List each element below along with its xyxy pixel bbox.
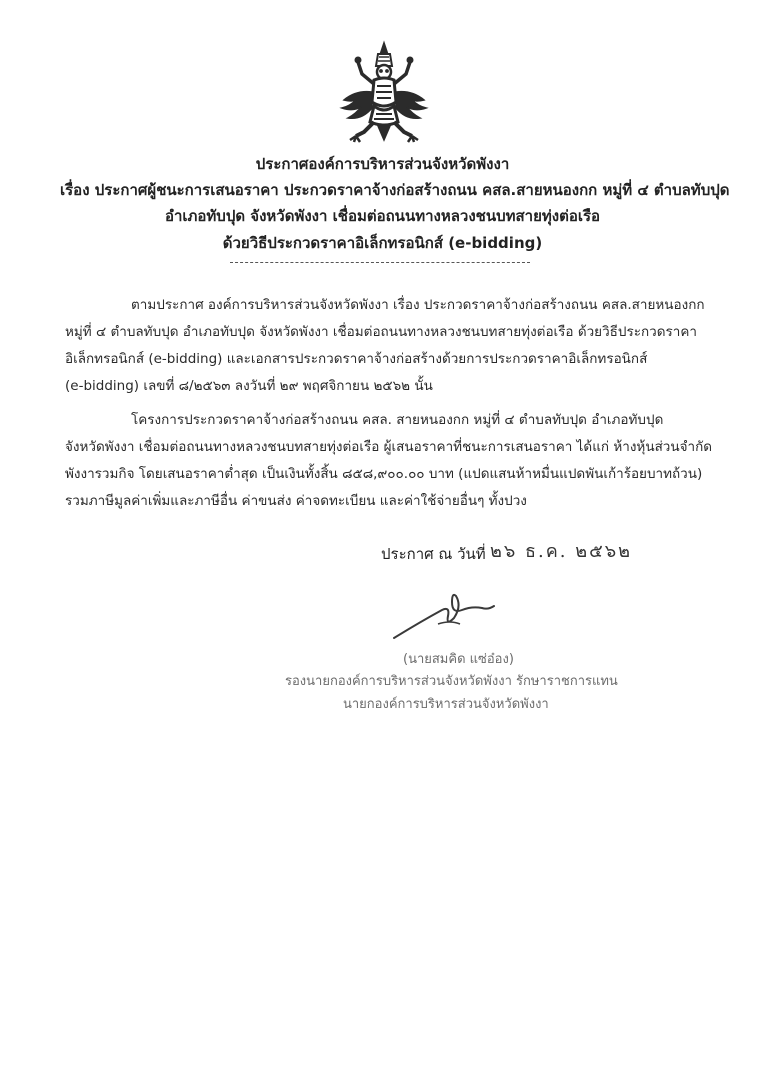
- garuda-emblem-icon: [334, 40, 434, 144]
- signature-icon: [390, 588, 500, 644]
- paragraph-1-line-4: (e-bidding) เลขที่ ๘/๒๕๖๓ ลงวันที่ ๒๙ พฤศจิกายน ๒๕๖๒ นั้น: [65, 378, 433, 394]
- signatory-position-2: นายกองค์การบริหารส่วนจังหวัดพังงา: [343, 697, 549, 712]
- paragraph-1-line-3: อิเล็กทรอนิกส์ (e-bidding) และเอกสารประกวดราคาจ้างก่อสร้างด้วยการประกวดราคาอิเล็กทรอนิกส์: [65, 351, 648, 367]
- subject-line-1: เรื่อง ประกาศผู้ชนะการเสนอราคา ประกวดราคาจ้างก่อสร้างถนน คสล.สายหนองกก หมู่ที่ ๔ ตำบลทับปุด: [60, 181, 730, 199]
- paragraph-1-line-1: ตามประกาศ องค์การบริหารส่วนจังหวัดพังงา เรื่อง ประกวดราคาจ้างก่อสร้างถนน คสล.สายหนองกก: [131, 297, 705, 313]
- paragraph-2-line-3: พังงารวมกิจ โดยเสนอราคาต่ำสุด เป็นเงินทั้งสิ้น ๘๕๘,๙๐๐.๐๐ บาท (แปดแสนห้าหมื่นแปดพันเก้าร้อยบาทถ้วน): [65, 466, 703, 482]
- paragraph-2-line-1: โครงการประกวดราคาจ้างก่อสร้างถนน คสล. สายหนองกก หมู่ที่ ๔ ตำบลทับปุด อำเภอทับปุด: [131, 412, 664, 428]
- dashed-divider: [230, 262, 530, 263]
- subject-line-3: ด้วยวิธีประกวดราคาอิเล็กทรอนิกส์ (e-bidding): [222, 234, 543, 252]
- organization-title: ประกาศองค์การบริหารส่วนจังหวัดพังงา: [255, 155, 510, 173]
- signatory-position-1: รองนายกองค์การบริหารส่วนจังหวัดพังงา รักษาราชการแทน: [285, 674, 618, 689]
- announcement-date-handwritten: ๒๖ ธ.ค. ๒๕๖๒: [490, 541, 632, 562]
- paragraph-2-line-4: รวมภาษีมูลค่าเพิ่มและภาษีอื่น ค่าขนส่ง ค่าจดทะเบียน และค่าใช้จ่ายอื่นๆ ทั้งปวง: [65, 493, 527, 509]
- signatory-name: (นายสมคิด แซ่อ๋อง): [403, 652, 514, 667]
- paragraph-2-line-2: จังหวัดพังงา เชื่อมต่อถนนทางหลวงชนบทสายทุ่งต่อเรือ ผู้เสนอราคาที่ชนะการเสนอราคา ได้แก่ ห้างหุ้นส่วนจำกัด: [65, 439, 713, 455]
- announcement-date-label: ประกาศ ณ วันที่: [381, 545, 486, 563]
- paragraph-1-line-2: หมู่ที่ ๔ ตำบลทับปุด อำเภอทับปุด จังหวัดพังงา เชื่อมต่อถนนทางหลวงชนบทสายทุ่งต่อเรือ ด้วยวิธีประกวดราคา: [65, 324, 697, 340]
- subject-line-2: อำเภอทับปุด จังหวัดพังงา เชื่อมต่อถนนทางหลวงชนบทสายทุ่งต่อเรือ: [164, 207, 601, 225]
